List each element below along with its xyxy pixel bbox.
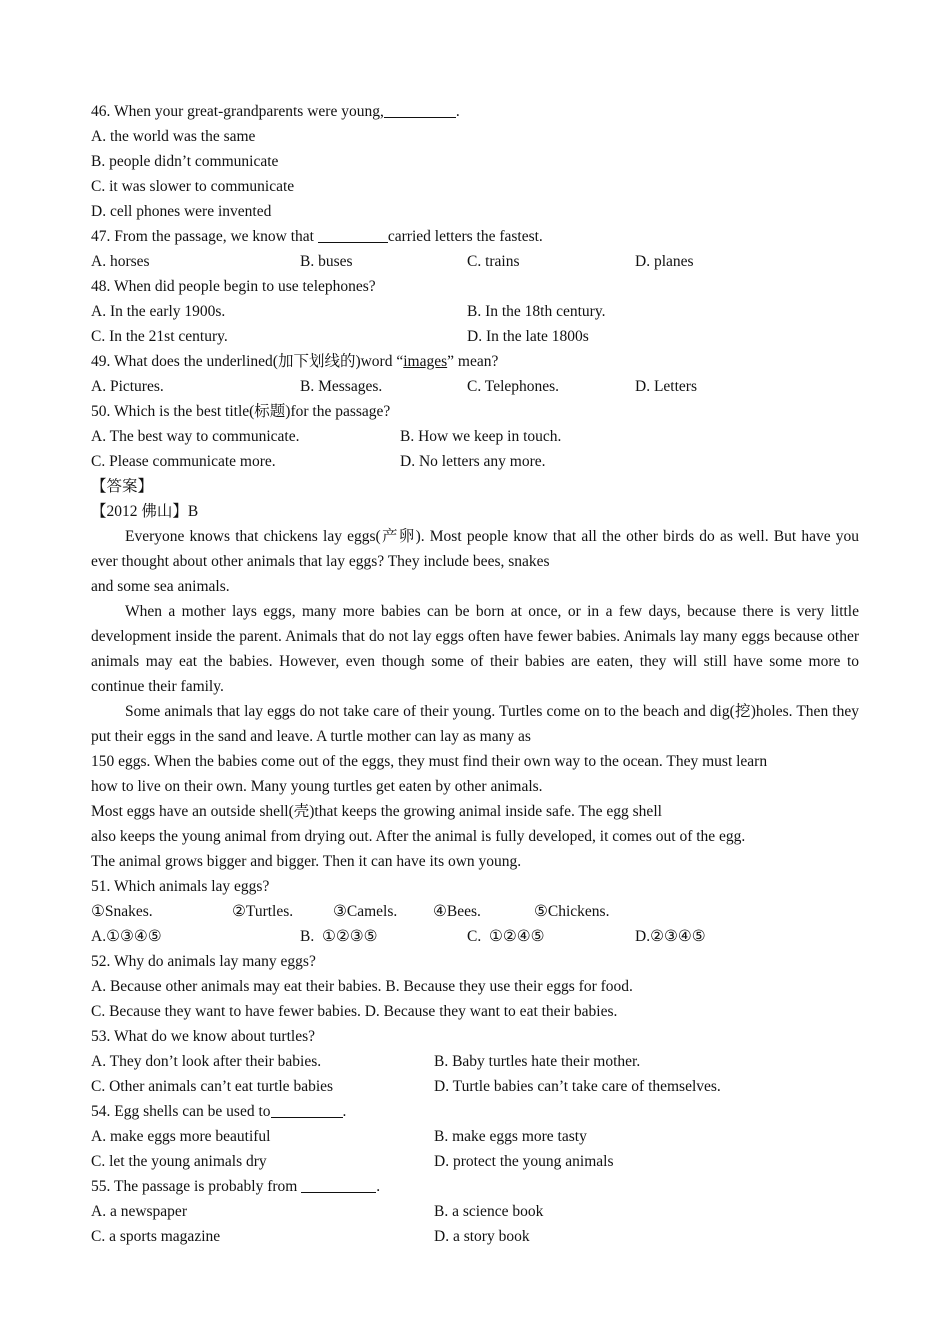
option-50-a: A. The best way to communicate. [91,428,300,445]
option-46-c: C. it was slower to communicate [91,178,295,195]
option-54-d: D. protect the young animals [434,1153,614,1170]
question-53-stem: 53. What do we know about turtles? [91,1028,315,1045]
option-55-c: C. a sports magazine [91,1228,221,1245]
option-48-c: C. In the 21st century. [91,328,228,345]
answer-blank [318,227,388,243]
option-51-b: B. ①②③⑤ [300,928,378,945]
items-51 [91,899,859,924]
option-54-a: A. make eggs more beautiful [91,1128,271,1145]
item-51-3: ③Camels. [333,903,398,920]
answer-blank [384,102,456,118]
option-53-a: A. They don’t look after their babies. [91,1053,322,1070]
question-text: 46. When your great-grandparents were young, [91,103,384,120]
passage-paragraph-3-cont: how to live on their own. Many young turtles get eaten by other animals. [91,778,543,795]
option-46-d: D. cell phones were invented [91,203,272,220]
question-text: 47. From the passage, we know that [91,228,318,245]
passage-paragraph-4-cont: The animal grows bigger and bigger. Then it can have its own young. [91,853,522,870]
option-48-a: A. In the early 1900s. [91,303,226,320]
option-49-b: B. Messages. [300,378,383,395]
passage-paragraph-3-cont: 150 eggs. When the babies come out of the eggs, they must find their own way to the ocean. They must learn [91,753,768,770]
question-46-stem [91,99,859,124]
question-text: 49. What does the underlined(加下划线的)word “ [91,353,404,370]
option-51-a: A.①③④⑤ [91,928,162,945]
options-50-row2 [91,449,859,474]
item-51-2: ②Turtles. [232,903,294,920]
question-text: 55. The passage is probably from [91,1178,302,1195]
option-46-a: A. the world was the same [91,128,256,145]
question-text: ” mean? [447,353,499,370]
option-49-c: C. Telephones. [467,378,560,395]
underlined-word: images [403,353,448,370]
option-54-b: B. make eggs more tasty [434,1128,587,1145]
passage-paragraph-2: When a mother lays eggs, many more babies can be born at once, or in a few days, because there is very little development inside the parent. Animals that do not lay eggs often have fewer babies. Animals lay many eggs because other animals may eat the babies. However, even though some of their babies are eaten, they will still have some more to continue their family. [91,603,859,695]
options-52-row1: A. Because other animals may eat their babies. B. Because they use their eggs for food. [91,978,633,995]
option-49-a: A. Pictures. [91,378,164,395]
option-54-c: C. let the young animals dry [91,1153,267,1170]
question-52-stem: 52. Why do animals lay many eggs? [91,953,316,970]
options-54-row2 [91,1149,859,1174]
options-53-row2 [91,1074,859,1099]
option-55-d: D. a story book [434,1228,530,1245]
passage-paragraph-3: Some animals that lay eggs do not take care of their young. Turtles come on to the beach and dig(挖)holes. Then they put their eggs in the sand and leave. A turtle mother can lay as many as [91,703,859,745]
option-47-d: D. planes [635,253,694,270]
option-51-c: C. ①②④⑤ [467,928,545,945]
item-51-1: ①Snakes. [91,903,153,920]
option-53-b: B. Baby turtles hate their mother. [434,1053,641,1070]
option-48-b: B. In the 18th century. [467,303,606,320]
question-49-stem [91,349,859,374]
options-55-row1 [91,1199,859,1224]
question-47-stem [91,224,859,249]
options-49 [91,374,859,399]
option-50-b: B. How we keep in touch. [400,428,562,445]
answer-source: 【2012 佛山】B [91,503,199,520]
option-53-d: D. Turtle babies can’t take care of themselves. [434,1078,721,1095]
option-55-a: A. a newspaper [91,1203,187,1220]
option-47-c: C. trains [467,253,520,270]
options-47 [91,249,859,274]
options-50-row1 [91,424,859,449]
options-55-row2 [91,1224,859,1249]
option-48-d: D. In the late 1800s [467,328,589,345]
options-52-row2: C. Because they want to have fewer babies. D. Because they want to eat their babies. [91,1003,618,1020]
question-text: . [376,1178,381,1195]
options-48-row1 [91,299,859,324]
passage-paragraph-1: Everyone knows that chickens lay eggs(产卵). Most people know that all the other birds do as well. But have you ever thought about other animals that lay eggs? They include bees, snakes [91,528,859,570]
options-53-row1 [91,1049,859,1074]
option-51-d: D.②③④⑤ [635,928,706,945]
question-text: . [455,103,460,120]
passage-paragraph-1-cont: and some sea animals. [91,578,230,595]
question-51-stem: 51. Which animals lay eggs? [91,878,270,895]
options-54-row1 [91,1124,859,1149]
option-47-b: B. buses [300,253,353,270]
question-text: carried letters the fastest. [387,228,543,245]
question-50-stem: 50. Which is the best title(标题)for the passage? [91,403,391,420]
passage-paragraph-4-cont: also keeps the young animal from drying out. After the animal is fully developed, it comes out of the egg. [91,828,746,845]
question-text: 54. Egg shells can be used to [91,1103,271,1120]
option-53-c: C. Other animals can’t eat turtle babies [91,1078,334,1095]
passage-paragraph-4: Most eggs have an outside shell(壳)that keeps the growing animal inside safe. The egg shell [91,803,662,820]
option-50-c: C. Please communicate more. [91,453,276,470]
answer-header: 【答案】 [91,478,154,495]
item-51-5: ⑤Chickens. [534,903,610,920]
question-55-stem [91,1174,859,1199]
options-48-row2 [91,324,859,349]
option-47-a: A. horses [91,253,150,270]
question-text: . [342,1103,347,1120]
option-55-b: B. a science book [434,1203,544,1220]
question-54-stem [91,1099,859,1124]
option-50-d: D. No letters any more. [400,453,546,470]
item-51-4: ④Bees. [433,903,481,920]
option-49-d: D. Letters [635,378,697,395]
answer-blank [301,1177,376,1193]
option-46-b: B. people didn’t communicate [91,153,279,170]
worksheet-page [91,99,859,1249]
question-48-stem: 48. When did people begin to use telephones? [91,278,376,295]
options-51 [91,924,859,949]
answer-blank [271,1102,343,1118]
